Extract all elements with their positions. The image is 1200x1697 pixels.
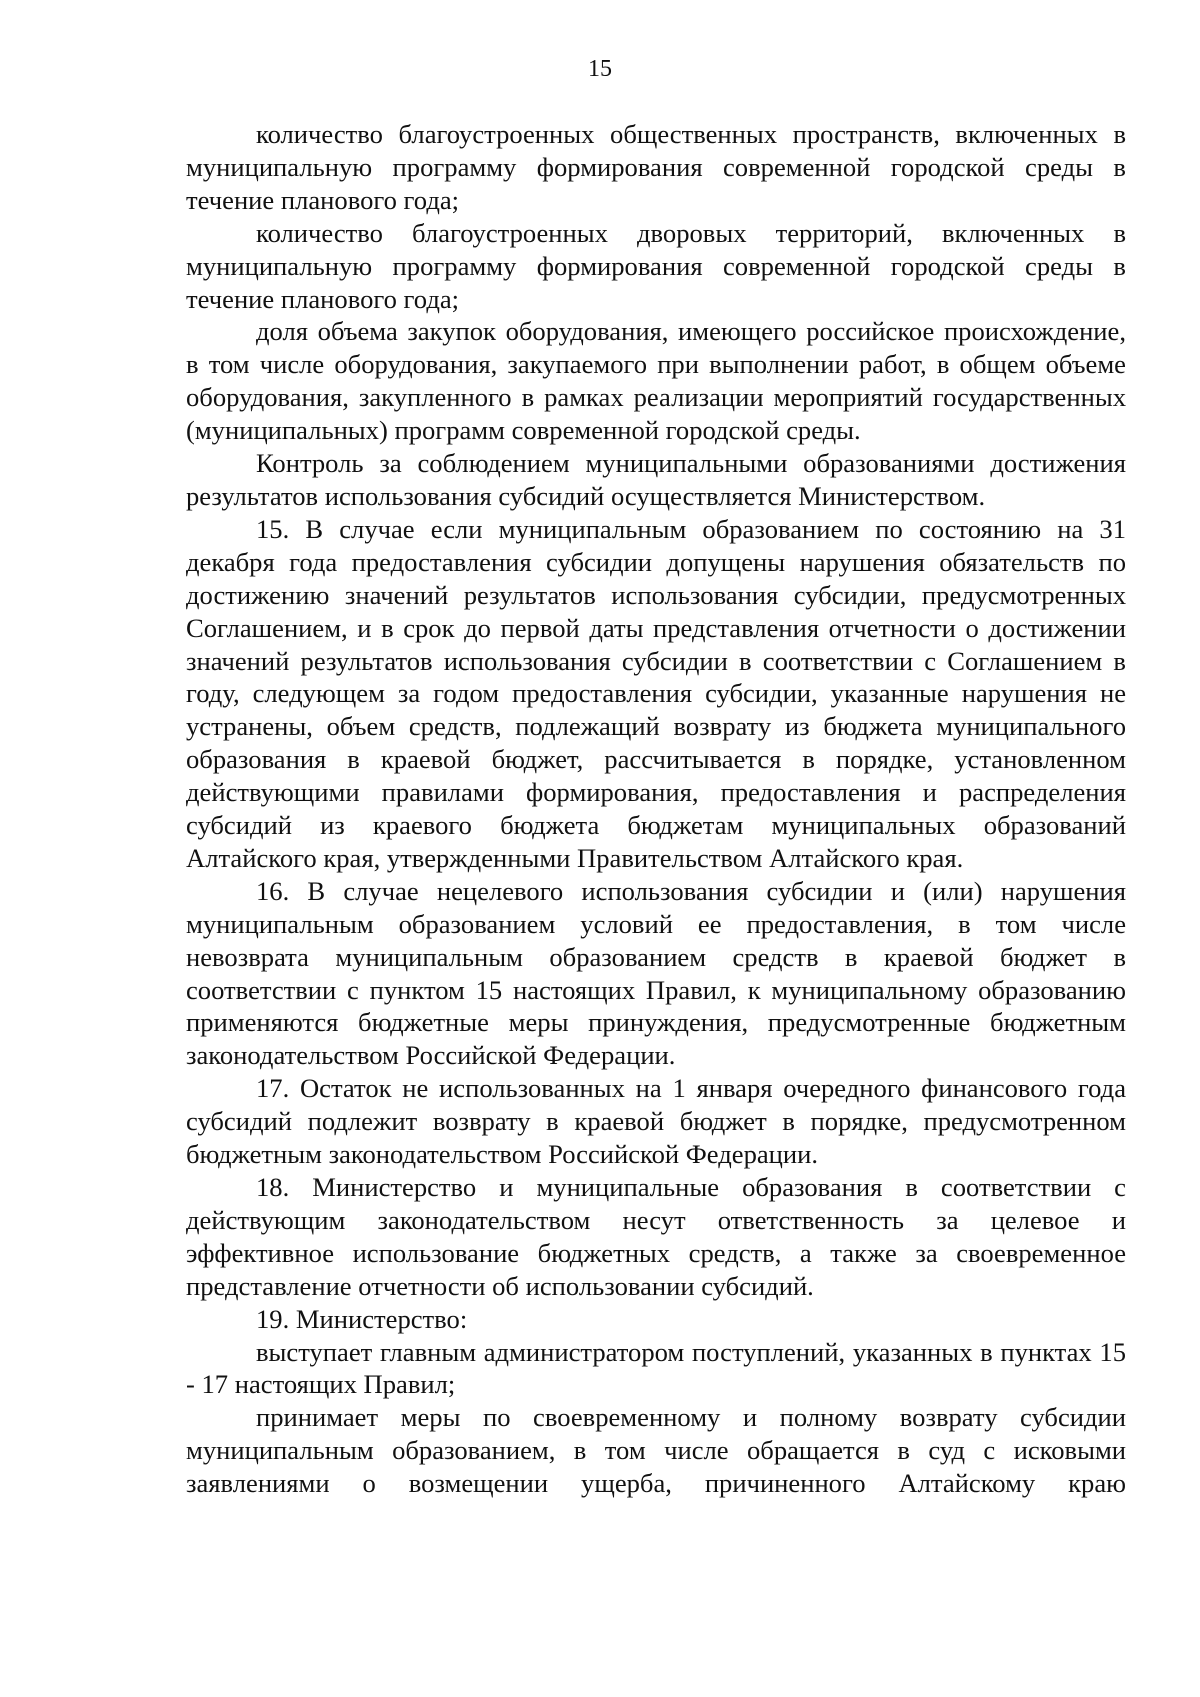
paragraph-refund-measures: принимает меры по своевременному и полному возврату субсидии муниципальным образованием, в том числе обращается в суд с исковыми заявлениями о возмещении ущерба, причиненного Алтайскому краю [186, 1402, 1126, 1499]
paragraph-item-17: 17. Остаток не использованных на 1 января очередного финансового года субсидий подлежит возврату в краевой бюджет в порядке, предусмотренном бюджетным законодательством Российской Федерации. [186, 1073, 1126, 1170]
paragraph-public-spaces: количество благоустроенных общественных пространств, включенных в муниципальную программу формирования современной городской среды в течение планового года; [186, 119, 1126, 215]
page-number: 15 [588, 56, 612, 82]
paragraph-control: Контроль за соблюдением муниципальными образованиями достижения результатов использования субсидий осуществляется Министерством. [186, 448, 1126, 511]
paragraph-courtyards: количество благоустроенных дворовых территорий, включенных в муниципальную программу формирования современной городской среды в течение планового года; [186, 217, 1126, 314]
paragraph-item-19: 19. Министерство: [256, 1303, 468, 1334]
document-body [186, 118, 1126, 1500]
paragraph-item-18: 18. Министерство и муниципальные образования в соответствии с действующим законодательством несут ответственность за целевое и эффективное использование бюджетных средств, а также за своевременное представление отчетности об использовании субсидий. [186, 1172, 1126, 1301]
paragraph-revenue-administrator: выступает главным администратором поступлений, указанных в пунктах 15 - 17 настоящих Правил; [186, 1336, 1126, 1400]
paragraph-item-15: 15. В случае если муниципальным образованием по состоянию на 31 декабря года предоставления субсидии допущены нарушения обязательств по достижению значений результатов использования субсидии, предусмотренных Соглашением, и в срок до первой даты представления отчетности о достижении значений результатов использования субсидии в соответствии с Соглашением в году, следующем за годом предоставления субсидии, указанные нарушения не устранены, объем средств, подлежащий возврату из бюджета муниципального образования в краевой бюджет, рассчитывается в порядке, установленном действующими правилами формирования, предоставления и распределения субсидий из краевого бюджета бюджетам муниципальных образований Алтайского края, утвержденными Правительством Алтайского края. [186, 513, 1126, 873]
paragraph-equipment-share: доля объема закупок оборудования, имеющего российское происхождение, в том числе оборудования, закупаемого при выполнении работ, в общем объеме оборудования, закупленного в рамках реализации мероприятий государственных (муниципальных) программ современной городской среды. [186, 316, 1126, 446]
paragraph-item-16: 16. В случае нецелевого использования субсидии и (или) нарушения муниципальным образованием условий ее предоставления, в том числе невозврата муниципальным образованием средств в краевой бюджет в соответствии с пунктом 15 настоящих Правил, к муниципальному образованию применяются бюджетные меры принуждения, предусмотренные бюджетным законодательством Российской Федерации. [186, 875, 1126, 1071]
